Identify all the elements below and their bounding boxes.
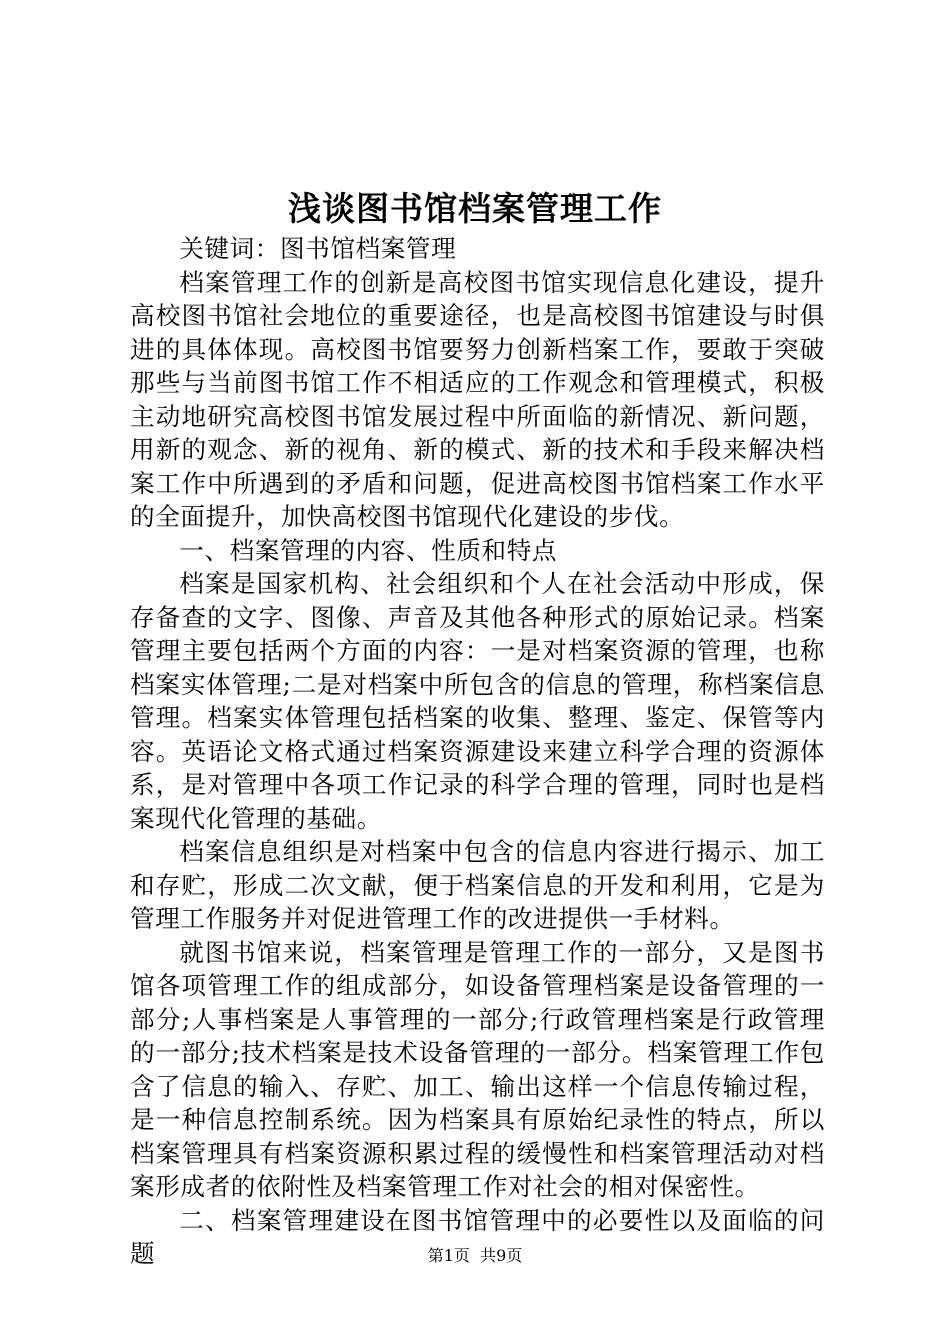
keywords-line: 关键词：图书馆档案管理 — [179, 234, 457, 263]
page-footer — [0, 1244, 950, 1268]
paragraph-archive-definition: 档案是国家机构、社会组织和个人在社会活动中形成，保存备查的文字、图像、声音及其他各种形式的原始记录。档案管理主要包括两个方面的内容：一是对档案资源的管理，也称档案实体管理;二是对档案中所包含的信息的管理，称档案信息管理。档案实体管理包括档案的收集、整理、鉴定、保管等内容。英语论文格式通过档案资源建设来建立科学合理的资源体系，是对管理中各项工作记录的科学合理的管理，同时也是档案现代化管理的基础。 — [130, 569, 825, 833]
paragraph-library-management: 就图书馆来说，档案管理是管理工作的一部分，又是图书馆各项管理工作的组成部分，如设备管理档案是设备管理的一部分;人事档案是人事管理的一部分;行政管理档案是行政管理的一部分;技术档案是技术设备管理的一部分。档案管理工作包含了信息的输入、存贮、加工、输出这样一个信息传输过程，是一种信息控制系统。因为档案具有原始纪录性的特点，所以档案管理具有档案资源积累过程的缓慢性和档案管理活动对档案形成者的依附性及档案管理工作对社会的相对保密性。 — [130, 937, 825, 1201]
section-heading-1: 一、档案管理的内容、性质和特点 — [179, 535, 558, 565]
document-title: 浅谈图书馆档案管理工作 — [288, 189, 662, 228]
section-heading-2: 二、档案管理建设在图书馆管理中的必要性以及面临的问题 — [130, 1205, 825, 1268]
page-number: 第1页 — [427, 1246, 470, 1265]
paragraph-info-organization: 档案信息组织是对档案中包含的信息内容进行揭示、加工和存贮，形成二次文献，便于档案信息的开发和利用，它是为管理工作服务并对促进管理工作的改进提供一手材料。 — [130, 837, 825, 933]
page-total: 共9页 — [480, 1246, 523, 1265]
document-body — [130, 232, 825, 1271]
paragraph-intro: 档案管理工作的创新是高校图书馆实现信息化建设，提升高校图书馆社会地位的重要途径，也是高校图书馆建设与时俱进的具体体现。高校图书馆要努力创新档案工作，要敢于突破那些与当前图书馆工作不相适应的工作观念和管理模式，积极主动地研究高校图书馆发展过程中所面临的新情况、新问题，用新的观念、新的视角、新的模式、新的技术和手段来解决档案工作中所遇到的矛盾和问题，促进高校图书馆档案工作水平的全面提升，加快高校图书馆现代化建设的步伐。 — [130, 267, 825, 531]
